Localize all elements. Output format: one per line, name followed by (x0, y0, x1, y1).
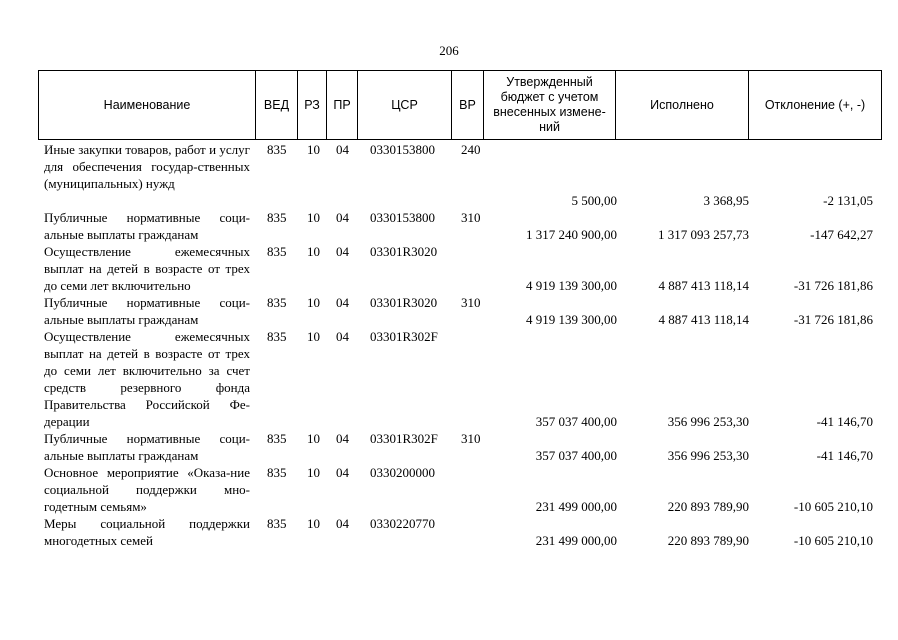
row-ved: 835 (267, 329, 287, 344)
header-csr: ЦСР (358, 71, 452, 140)
row-rz: 10 (307, 295, 320, 310)
page-number: 206 (439, 43, 459, 58)
row-vr: 310 (461, 295, 481, 310)
row-csr: 03301R302F (370, 329, 438, 344)
row-csr: 03301R3020 (370, 295, 438, 310)
row-executed: 4 887 413 118,14 (658, 312, 749, 327)
row-csr: 0330200000 (370, 465, 435, 480)
row-rz: 10 (307, 465, 320, 480)
row-ved: 835 (267, 465, 287, 480)
row-pr: 04 (336, 465, 349, 480)
row-rz: 10 (307, 244, 320, 259)
row-name: Осуществление ежемесячных выплат на детей в возрасте от трех до семи лет включительно (44, 244, 250, 293)
table-row (0, 515, 898, 549)
row-deviation: -10 605 210,10 (793, 499, 873, 514)
row-budget: 1 317 240 900,00 (526, 227, 617, 242)
row-name: Публичные нормативные соци-альные выплаты гражданам (44, 431, 250, 463)
row-csr: 03301R302F (370, 431, 438, 446)
row-budget: 5 500,00 (571, 193, 617, 208)
table-header (38, 70, 882, 140)
row-pr: 04 (336, 142, 349, 157)
row-pr: 04 (336, 244, 349, 259)
table-row (0, 430, 898, 464)
table-row (0, 209, 898, 243)
row-executed: 356 996 253,30 (667, 448, 749, 463)
row-name: Меры социальной поддержки многодетных семей (44, 516, 250, 548)
row-csr: 0330153800 (370, 210, 435, 225)
row-csr: 0330220770 (370, 516, 435, 531)
table-row (0, 243, 898, 294)
row-deviation: -10 605 210,10 (793, 533, 873, 548)
table-row (0, 294, 898, 328)
row-ved: 835 (267, 142, 287, 157)
row-deviation: -41 146,70 (816, 448, 873, 463)
row-executed: 4 887 413 118,14 (658, 278, 749, 293)
row-csr: 0330153800 (370, 142, 435, 157)
row-executed: 220 893 789,90 (667, 499, 749, 514)
header-pr: ПР (327, 71, 358, 140)
table-row (0, 328, 898, 430)
row-deviation: -41 146,70 (816, 414, 873, 429)
row-ved: 835 (267, 516, 287, 531)
header-executed: Исполнено (616, 71, 749, 140)
row-pr: 04 (336, 431, 349, 446)
row-vr: 240 (461, 142, 481, 157)
row-budget: 357 037 400,00 (535, 414, 617, 429)
row-vr: 310 (461, 431, 481, 446)
row-rz: 10 (307, 142, 320, 157)
row-deviation: -147 642,27 (810, 227, 873, 242)
row-name: Иные закупки товаров, работ и услуг для обеспечения государ-ственных (муниципальных) нужд (44, 142, 250, 191)
row-executed: 1 317 093 257,73 (658, 227, 749, 242)
row-budget: 231 499 000,00 (535, 533, 617, 548)
table-row (0, 141, 898, 209)
row-name: Публичные нормативные соци-альные выплаты гражданам (44, 295, 250, 327)
row-vr: 310 (461, 210, 481, 225)
header-vr: ВР (452, 71, 484, 140)
row-name: Осуществление ежемесячных выплат на детей в возрасте от трех до семи лет включительно за счет средств резервного фонда Правительства Российской Фе-дерации (44, 329, 250, 429)
header-budget: Утвержденный бюджет с учетом внесенных измене-ний (484, 71, 616, 140)
header-rz: РЗ (298, 71, 327, 140)
row-budget: 4 919 139 300,00 (526, 312, 617, 327)
row-executed: 220 893 789,90 (667, 533, 749, 548)
row-budget: 357 037 400,00 (535, 448, 617, 463)
header-ved: ВЕД (256, 71, 298, 140)
row-pr: 04 (336, 295, 349, 310)
row-deviation: -31 726 181,86 (793, 278, 873, 293)
row-name: Основное мероприятие «Оказа-ние социальной поддержки мно-годетным семьям» (44, 465, 250, 514)
row-budget: 231 499 000,00 (535, 499, 617, 514)
header-deviation: Отклонение (+, -) (749, 71, 882, 140)
row-executed: 356 996 253,30 (667, 414, 749, 429)
row-deviation: -31 726 181,86 (793, 312, 873, 327)
row-deviation: -2 131,05 (823, 193, 873, 208)
row-budget: 4 919 139 300,00 (526, 278, 617, 293)
row-pr: 04 (336, 329, 349, 344)
row-rz: 10 (307, 431, 320, 446)
row-ved: 835 (267, 210, 287, 225)
row-ved: 835 (267, 295, 287, 310)
row-rz: 10 (307, 329, 320, 344)
row-ved: 835 (267, 431, 287, 446)
row-ved: 835 (267, 244, 287, 259)
row-executed: 3 368,95 (703, 193, 749, 208)
row-pr: 04 (336, 516, 349, 531)
row-name: Публичные нормативные соци-альные выплаты гражданам (44, 210, 250, 242)
row-rz: 10 (307, 516, 320, 531)
table-row (0, 464, 898, 515)
row-csr: 03301R3020 (370, 244, 438, 259)
row-pr: 04 (336, 210, 349, 225)
row-rz: 10 (307, 210, 320, 225)
header-name: Наименование (39, 71, 256, 140)
